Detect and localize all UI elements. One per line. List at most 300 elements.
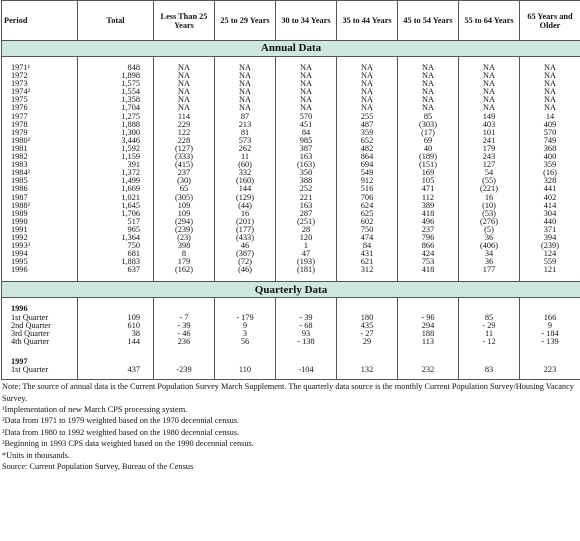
table-cell: 69 [398, 137, 459, 145]
table-cell: (181) [276, 266, 337, 274]
table-cell: 109 [78, 314, 154, 322]
table-cell: 93 [276, 330, 337, 338]
table-cell: 625 [337, 210, 398, 218]
table-cell: 109 [154, 210, 215, 218]
row-period: 1995 [2, 258, 78, 266]
table-cell: - 39 [154, 322, 215, 330]
table-cell: - 138 [276, 338, 337, 346]
household-change-table [1, 0, 580, 380]
table-cell: NA [337, 104, 398, 112]
table-cell: 110 [215, 366, 276, 380]
table-cell: 124 [520, 250, 580, 258]
annual-row [2, 185, 580, 193]
annual-row [2, 226, 580, 234]
table-cell: 749 [520, 137, 580, 145]
row-period: 1st Quarter [2, 314, 78, 322]
header-row [2, 1, 580, 41]
row-period: 1992 [2, 234, 78, 242]
table-cell: 387 [276, 145, 337, 153]
table-cell: 1,364 [78, 234, 154, 242]
section-band-quarterly [2, 282, 580, 298]
table-cell: - 12 [459, 338, 520, 346]
table-cell: NA [398, 104, 459, 112]
table-cell: 1,706 [78, 210, 154, 218]
table-cell: 418 [398, 210, 459, 218]
table-cell: 1,883 [78, 258, 154, 266]
row-period: 1994 [2, 250, 78, 258]
table-cell: NA [154, 80, 215, 88]
table-cell: 424 [398, 250, 459, 258]
table-cell: 441 [520, 185, 580, 193]
table-cell: 81 [215, 129, 276, 137]
table-cell: - 7 [154, 314, 215, 322]
table-cell: 232 [398, 366, 459, 380]
table-cell: (72) [215, 258, 276, 266]
table-cell: 706 [337, 194, 398, 202]
table-cell: 228 [154, 137, 215, 145]
table-cell: 14 [520, 113, 580, 121]
year-label-1996: 1996 [2, 305, 78, 313]
table-cell: 237 [398, 226, 459, 234]
annual-row [2, 250, 580, 258]
table-cell: (60) [215, 161, 276, 169]
table-cell: -104 [276, 366, 337, 380]
table-cell: - 27 [337, 330, 398, 338]
table-cell: 34 [459, 250, 520, 258]
table-cell: 359 [520, 161, 580, 169]
annual-row [2, 266, 580, 274]
table-cell: (221) [459, 185, 520, 193]
table-cell: 121 [520, 266, 580, 274]
table-cell: (333) [154, 153, 215, 161]
table-cell: 451 [276, 121, 337, 129]
table-cell: 1,499 [78, 177, 154, 185]
table-cell: - 39 [276, 314, 337, 322]
note-sources: Note: The source of annual data is the Current Population Survey March Supplement. The quarterly data source is the monthly Current Population Survey/Housing Vacancy Survey. [2, 382, 574, 403]
table-cell: 83 [459, 366, 520, 380]
row-period: 1991 [2, 226, 78, 234]
table-cell: 409 [520, 121, 580, 129]
table-cell: 1,372 [78, 169, 154, 177]
row-period: 4th Quarter [2, 338, 78, 346]
table-cell: (151) [398, 161, 459, 169]
table-cell: 328 [520, 177, 580, 185]
table-cell: 1 [276, 242, 337, 250]
table-cell: NA [276, 72, 337, 80]
row-period: 1981 [2, 145, 78, 153]
table-cell: (415) [154, 161, 215, 169]
column-header-35-44: 35 to 44 Years [337, 1, 398, 41]
annual-row [2, 242, 580, 250]
row-period: 1993³ [2, 242, 78, 250]
table-cell: (55) [459, 177, 520, 185]
table-cell: - 139 [520, 338, 580, 346]
row-period: 1972 [2, 72, 78, 80]
table-cell: 796 [398, 234, 459, 242]
table-cell: (189) [398, 153, 459, 161]
table-cell: 388 [276, 177, 337, 185]
table-cell: 1,021 [78, 194, 154, 202]
table-cell: NA [398, 96, 459, 104]
table-cell: NA [520, 64, 580, 72]
table-cell: 864 [337, 153, 398, 161]
table-cell: - 29 [459, 322, 520, 330]
table-cell: (10) [459, 202, 520, 210]
table-cell: NA [520, 104, 580, 112]
table-cell: 1,300 [78, 129, 154, 137]
table-cell: 1,898 [78, 72, 154, 80]
table-cell: NA [337, 64, 398, 72]
table-cell: 179 [154, 258, 215, 266]
annual-row [2, 161, 580, 169]
table-cell: 440 [520, 218, 580, 226]
table-cell: NA [154, 96, 215, 104]
table-cell: 179 [459, 145, 520, 153]
table-cell: NA [459, 80, 520, 88]
table-cell: NA [276, 88, 337, 96]
column-header-total: Total [78, 1, 154, 41]
table-cell: (239) [154, 226, 215, 234]
row-period: 1973 [2, 80, 78, 88]
table-cell: - 68 [276, 322, 337, 330]
table-cell: 681 [78, 250, 154, 258]
table-cell: 435 [337, 322, 398, 330]
table-cell: NA [337, 80, 398, 88]
table-cell: 177 [459, 266, 520, 274]
table-cell: NA [215, 72, 276, 80]
table-cell: 36 [459, 234, 520, 242]
table-cell: 1,888 [78, 121, 154, 129]
table-cell: 402 [520, 194, 580, 202]
table-cell: 166 [520, 314, 580, 322]
table-cell: 750 [78, 242, 154, 250]
table-cell: 965 [78, 226, 154, 234]
table-cell: NA [154, 88, 215, 96]
row-period: 1984² [2, 169, 78, 177]
table-cell: NA [520, 88, 580, 96]
table-cell: 87 [215, 113, 276, 121]
column-header-55-64: 55 to 64 Years [459, 1, 520, 41]
table-cell: 3,446 [78, 137, 154, 145]
table-cell: 400 [520, 153, 580, 161]
table-cell: 149 [459, 113, 520, 121]
table-cell: 241 [459, 137, 520, 145]
table-cell: 144 [215, 185, 276, 193]
row-period: 1979 [2, 129, 78, 137]
table-cell: - 184 [520, 330, 580, 338]
column-header-period: Period [2, 1, 78, 41]
table-cell: 418 [398, 266, 459, 274]
table-cell: 750 [337, 226, 398, 234]
table-cell: 1,358 [78, 96, 154, 104]
table-cell: -239 [154, 366, 215, 380]
table-cell: 122 [154, 129, 215, 137]
table-cell: 912 [337, 177, 398, 185]
table-cell: 304 [520, 210, 580, 218]
table-cell: 213 [215, 121, 276, 129]
table-cell: 866 [398, 242, 459, 250]
table-cell: NA [459, 72, 520, 80]
table-cell: (193) [276, 258, 337, 266]
table-cell: 573 [215, 137, 276, 145]
row-period: 1990 [2, 218, 78, 226]
row-period: 1989 [2, 210, 78, 218]
row-period: 1988² [2, 202, 78, 210]
table-cell: 169 [398, 169, 459, 177]
table-cell: 11 [215, 153, 276, 161]
table-cell: (294) [154, 218, 215, 226]
table-cell: (17) [398, 129, 459, 137]
table-cell: 398 [154, 242, 215, 250]
table-cell: (177) [215, 226, 276, 234]
table-cell: NA [276, 96, 337, 104]
table-cell: 114 [154, 113, 215, 121]
row-period: 1977 [2, 113, 78, 121]
table-cell: 105 [398, 177, 459, 185]
quarter-row [2, 366, 580, 380]
table-cell: 403 [459, 121, 520, 129]
table-cell: 237 [154, 169, 215, 177]
table-cell: NA [337, 88, 398, 96]
table-cell: 101 [459, 129, 520, 137]
table-cell: NA [337, 96, 398, 104]
table-cell: 1,592 [78, 145, 154, 153]
table-cell: 602 [337, 218, 398, 226]
table-cell: NA [215, 80, 276, 88]
table-cell: NA [215, 88, 276, 96]
table-cell: 474 [337, 234, 398, 242]
table-cell: 188 [398, 330, 459, 338]
table-cell: 431 [337, 250, 398, 258]
quarter-row [2, 338, 580, 346]
table-cell: (163) [276, 161, 337, 169]
table-cell: 1,669 [78, 185, 154, 193]
table-cell: 496 [398, 218, 459, 226]
table-cell: (251) [276, 218, 337, 226]
table-cell: 570 [276, 113, 337, 121]
table-cell: 1,645 [78, 202, 154, 210]
table-cell: 236 [154, 338, 215, 346]
table-cell: 437 [78, 366, 154, 380]
footnote-2b: ²Data from 1980 to 1992 weighted based on the 1980 decennial census. [2, 427, 240, 437]
table-cell: - 46 [154, 330, 215, 338]
table-cell: 132 [337, 366, 398, 380]
table-cell: 287 [276, 210, 337, 218]
column-header-30-34: 30 to 34 Years [276, 1, 337, 41]
table-cell: 332 [215, 169, 276, 177]
row-period: 1980² [2, 137, 78, 145]
table-cell: - 179 [215, 314, 276, 322]
section-band-annual [2, 41, 580, 57]
table-cell: 11 [459, 330, 520, 338]
table-cell: 65 [154, 185, 215, 193]
row-period: 1985 [2, 177, 78, 185]
table-cell: 113 [398, 338, 459, 346]
table-cell: 414 [520, 202, 580, 210]
table-cell: (305) [154, 194, 215, 202]
table-cell: 624 [337, 202, 398, 210]
table-cell: 471 [398, 185, 459, 193]
table-cell: 371 [520, 226, 580, 234]
row-period: 1986 [2, 185, 78, 193]
table-cell: 549 [337, 169, 398, 177]
table-cell: NA [276, 64, 337, 72]
row-period: 1971¹ [2, 64, 78, 72]
footnote-1: ¹Implementation of new March CPS processing system. [2, 404, 188, 414]
table-cell: 694 [337, 161, 398, 169]
table-cell: 312 [337, 266, 398, 274]
row-period: 1996 [2, 266, 78, 274]
table-cell: 637 [78, 266, 154, 274]
table-cell: 1,575 [78, 80, 154, 88]
year-label-row-1997 [2, 358, 580, 366]
table-cell: 1,275 [78, 113, 154, 121]
table-cell: (406) [459, 242, 520, 250]
table-cell: NA [459, 104, 520, 112]
column-header-65-plus: 65 Years and Older [520, 1, 580, 41]
table-cell: (160) [215, 177, 276, 185]
table-cell: 1,159 [78, 153, 154, 161]
quarter-row [2, 322, 580, 330]
table-cell: 252 [276, 185, 337, 193]
section-title-annual: Annual Data [2, 41, 580, 57]
row-period: 1982 [2, 153, 78, 161]
table-cell: (53) [459, 210, 520, 218]
table-cell: 368 [520, 145, 580, 153]
table-cell: 163 [276, 153, 337, 161]
table-cell: 3 [215, 330, 276, 338]
table-cell: 16 [215, 210, 276, 218]
table-cell: 180 [337, 314, 398, 322]
table-cell: (46) [215, 266, 276, 274]
table-cell: 487 [337, 121, 398, 129]
table-cell: 570 [520, 129, 580, 137]
table-cell: NA [154, 104, 215, 112]
table-cell: 221 [276, 194, 337, 202]
table-cell: NA [276, 80, 337, 88]
row-period: 1975 [2, 96, 78, 104]
table-cell: 517 [78, 218, 154, 226]
table-cell: NA [459, 88, 520, 96]
table-cell: 9 [520, 322, 580, 330]
table-cell: 144 [78, 338, 154, 346]
table-cell: 112 [398, 194, 459, 202]
table-cell: NA [520, 96, 580, 104]
table-cell: 54 [459, 169, 520, 177]
table-cell: 985 [276, 137, 337, 145]
table-cell: (201) [215, 218, 276, 226]
table-cell: 56 [215, 338, 276, 346]
table-cell: 482 [337, 145, 398, 153]
table-cell: (162) [154, 266, 215, 274]
table-cell: NA [337, 72, 398, 80]
table-cell: 350 [276, 169, 337, 177]
table-cell: 652 [337, 137, 398, 145]
table-cell: 243 [459, 153, 520, 161]
table-cell: (44) [215, 202, 276, 210]
row-period: 1974² [2, 88, 78, 96]
table-cell: NA [215, 64, 276, 72]
table-cell: 262 [215, 145, 276, 153]
table-cell: NA [520, 72, 580, 80]
footnote-units: *Units in thousands. [2, 450, 70, 460]
table-cell: 40 [398, 145, 459, 153]
table-cell: (433) [215, 234, 276, 242]
year-label-row-1996 [2, 305, 580, 313]
table-cell: (239) [520, 242, 580, 250]
table-cell: (129) [215, 194, 276, 202]
table-cell: - 96 [398, 314, 459, 322]
table-cell: (30) [154, 177, 215, 185]
footnote-2a: ²Data from 1971 to 1979 weighted based on the 1970 decennial census. [2, 416, 240, 426]
table-cell: 559 [520, 258, 580, 266]
table-cell: NA [398, 88, 459, 96]
table-cell: 47 [276, 250, 337, 258]
table-cell: (23) [154, 234, 215, 242]
table-cell: 16 [459, 194, 520, 202]
source-line: Source: Current Population Survey, Bureau of the Census [2, 461, 194, 471]
row-period: 3rd Quarter [2, 330, 78, 338]
table-cell: NA [398, 80, 459, 88]
report-page [1, 0, 579, 472]
table-cell: 610 [78, 322, 154, 330]
row-period: 1987 [2, 194, 78, 202]
table-cell: 120 [276, 234, 337, 242]
table-cell: 85 [459, 314, 520, 322]
table-cell: 84 [337, 242, 398, 250]
table-cell: 84 [276, 129, 337, 137]
table-cell: NA [154, 64, 215, 72]
table-cell: 359 [337, 129, 398, 137]
table-cell: (16) [520, 169, 580, 177]
table-cell: 1,704 [78, 104, 154, 112]
table-cell: NA [398, 72, 459, 80]
table-cell: 848 [78, 64, 154, 72]
table-cell: 85 [398, 113, 459, 121]
year-label-1997: 1997 [2, 358, 78, 366]
table-cell: NA [154, 72, 215, 80]
table-cell: (5) [459, 226, 520, 234]
table-cell: 8 [154, 250, 215, 258]
table-cell: 229 [154, 121, 215, 129]
column-header-under-25: Less Than 25 Years [154, 1, 215, 41]
table-cell: 391 [78, 161, 154, 169]
table-cell: 621 [337, 258, 398, 266]
table-cell: NA [215, 104, 276, 112]
table-cell: (303) [398, 121, 459, 129]
row-period: 1976 [2, 104, 78, 112]
table-cell: 516 [337, 185, 398, 193]
table-cell: NA [215, 96, 276, 104]
table-cell: 109 [154, 202, 215, 210]
table-cell: 394 [520, 234, 580, 242]
table-cell: 9 [215, 322, 276, 330]
table-cell: 753 [398, 258, 459, 266]
table-cell: 163 [276, 202, 337, 210]
table-cell: 223 [520, 366, 580, 380]
table-cell: 127 [459, 161, 520, 169]
row-period: 1st Quarter [2, 366, 78, 380]
column-header-45-54: 45 to 54 Years [398, 1, 459, 41]
table-cell: 29 [337, 338, 398, 346]
table-cell: 28 [276, 226, 337, 234]
table-cell: 36 [459, 258, 520, 266]
table-cell: 389 [398, 202, 459, 210]
table-cell: 294 [398, 322, 459, 330]
footnote-3: ³Beginning in 1993 CPS data weighted based on the 1990 decennial census. [2, 439, 254, 449]
table-cell: NA [520, 80, 580, 88]
section-title-quarterly: Quarterly Data [2, 282, 580, 298]
